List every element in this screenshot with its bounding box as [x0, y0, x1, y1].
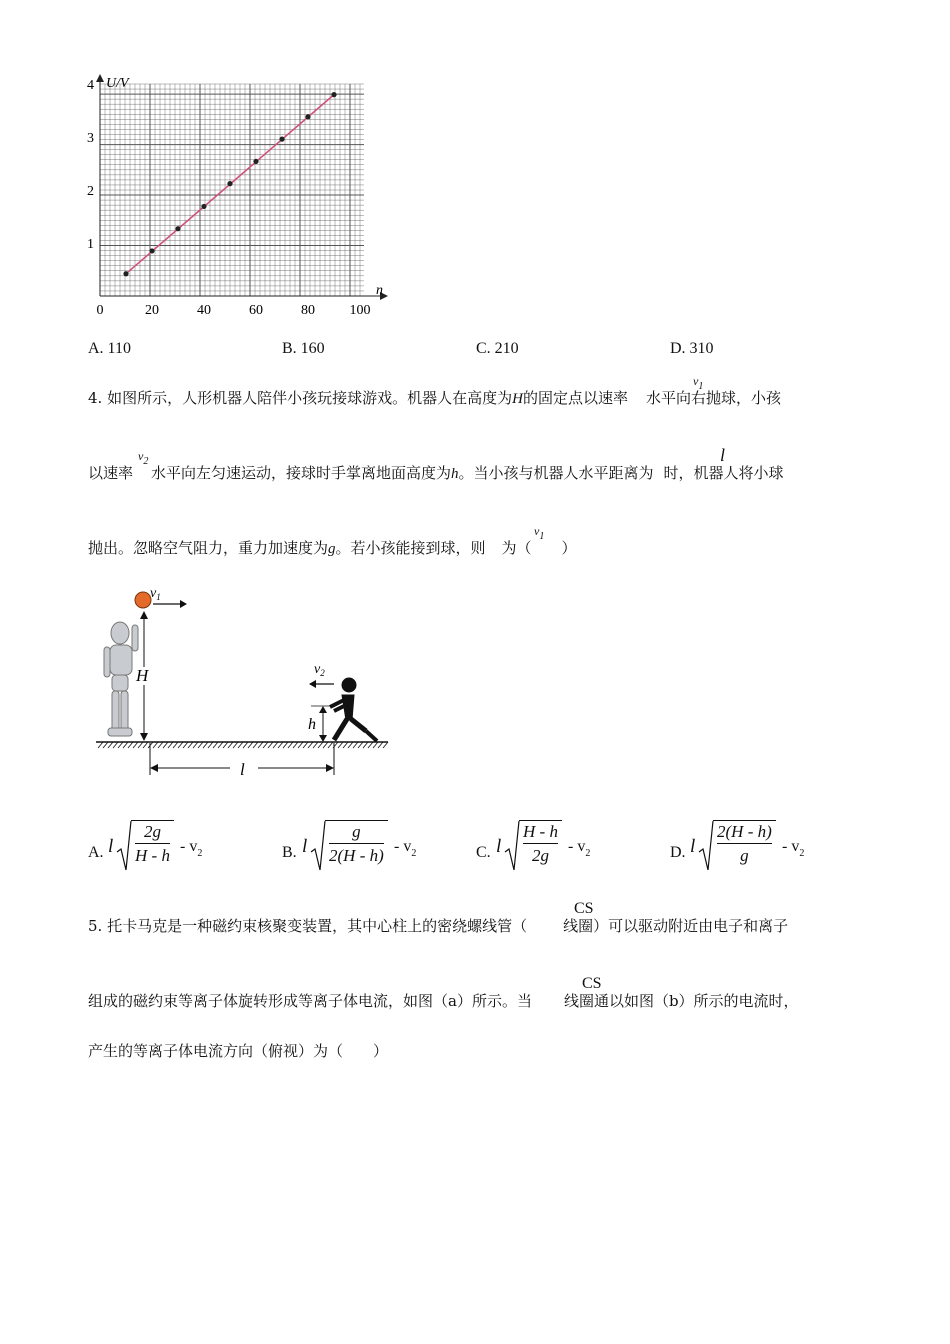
fraction-numerator: H - h: [523, 822, 558, 841]
child-silhouette: [330, 678, 377, 741]
fig-l-label: l: [240, 760, 245, 779]
radicand: [325, 820, 388, 868]
q4-text: 时，机器人将小球: [663, 464, 784, 482]
q3-option-d[interactable]: D. 310: [670, 340, 714, 357]
option-letter: B.: [282, 844, 297, 861]
y-tick-label: 1: [87, 237, 94, 252]
data-point: [149, 248, 154, 253]
q5-text: 线圈通以如图（b）所示的电流时，: [563, 992, 799, 1010]
radicand: [519, 820, 562, 868]
x-tick-label: 20: [145, 303, 159, 318]
fig-h-label: h: [308, 716, 316, 733]
x-tick-label: 0: [96, 303, 104, 318]
q3-option-c[interactable]: C. 210: [476, 340, 519, 357]
option-tail: - $v_2$: [782, 838, 805, 859]
var-g: g: [328, 541, 336, 557]
chart-minor-grid: [100, 84, 364, 296]
option-tail: - $v_2$: [394, 838, 417, 859]
sqrt-sign: [310, 820, 326, 872]
fraction-denominator: H - h: [135, 846, 170, 865]
radicand: [131, 820, 174, 868]
q3-option-b[interactable]: B. 160: [282, 340, 325, 357]
ground-hatching: [98, 742, 388, 748]
data-point: [279, 137, 284, 142]
data-point: [123, 271, 128, 276]
option-letter: A.: [88, 844, 104, 861]
option-l: l: [496, 836, 502, 857]
ball: [135, 592, 151, 608]
fig-v2-label: $v_2$: [314, 662, 325, 678]
q4-line-3: [88, 537, 577, 558]
robot-child-figure: [90, 585, 400, 785]
fraction-numerator: g: [352, 822, 361, 841]
q4-text: 以速率: [88, 464, 134, 482]
var-h: h: [451, 466, 459, 482]
sqrt-sign: [504, 820, 520, 872]
q5-text: 5. 托卡马克是一种磁约束核聚变装置，其中心柱上的密绕螺线管（: [88, 917, 528, 935]
robot-illustration: [104, 622, 138, 736]
fig-v1-label: $v_1$: [150, 586, 161, 602]
fraction-denominator: g: [740, 846, 749, 865]
q5-line-3: 产生的等离子体电流方向（俯视）为（ ）: [88, 1042, 389, 1060]
y-tick-label: 3: [87, 131, 94, 146]
q4-text: 。若小孩能接到球，则: [335, 539, 486, 557]
q4-line-2: [88, 462, 784, 483]
q4-text: 的固定点以速率: [522, 389, 628, 407]
option-tail: - $v_2$: [180, 838, 203, 859]
fig-H-label: H: [136, 666, 149, 685]
option-letter: C.: [476, 844, 491, 861]
y-tick-label: 2: [87, 184, 94, 199]
option-l: l: [108, 836, 114, 857]
option-tail: - $v_2$: [568, 838, 591, 859]
u-n-chart: [80, 70, 400, 320]
q4-v1-inline: $v_1$: [693, 374, 704, 392]
q5-line-1: [88, 915, 788, 936]
fraction-denominator: 2(H - h): [329, 846, 384, 865]
q4-l-inline: l: [720, 445, 726, 465]
q4-text: 。当小孩与机器人水平距离为: [458, 464, 654, 482]
option-l: l: [690, 836, 696, 857]
chart-tick-labels: [87, 78, 371, 318]
x-tick-label: 80: [301, 303, 315, 318]
q5-cs-label-2: CS: [582, 975, 602, 992]
data-point: [331, 92, 336, 97]
sqrt-sign: [116, 820, 132, 872]
q5-cs-label: CS: [574, 900, 594, 917]
x-tick-label: 60: [249, 303, 263, 318]
q4-text: 抛出。忽略空气阻力，重力加速度为: [88, 539, 329, 557]
q4-v1-inline-2: $v_1$: [534, 524, 545, 542]
option-l: l: [302, 836, 308, 857]
y-tick-label: 4: [87, 78, 94, 93]
q4-text: 水平向右抛球，小孩: [645, 389, 781, 407]
data-point: [253, 159, 258, 164]
x-axis-label: n: [376, 283, 383, 298]
x-tick-label: 100: [349, 303, 371, 318]
q3-option-a[interactable]: A. 110: [88, 340, 131, 357]
var-H: H: [512, 391, 523, 407]
q4-line-1: [88, 387, 781, 408]
q5-line-2: [88, 990, 799, 1011]
x-tick-label: 40: [197, 303, 211, 318]
q4-text: 4. 如图所示，人形机器人陪伴小孩玩接球游戏。机器人在高度为: [88, 389, 513, 407]
q5-text: 线圈）可以驱动附近由电子和离子: [563, 917, 789, 935]
q4-text: 为（ ）: [501, 539, 577, 557]
y-axis-label: U/V: [106, 76, 129, 91]
data-point: [175, 226, 180, 231]
q4-v2-inline: $v_2$: [138, 449, 149, 467]
fraction-numerator: 2(H - h): [717, 822, 772, 841]
fraction-denominator: 2g: [531, 846, 549, 865]
option-letter: D.: [670, 844, 686, 861]
radicand: [713, 820, 776, 868]
q5-text: 组成的磁约束等离子体旋转形成等离子体电流，如图（a）所示。当: [88, 992, 532, 1010]
data-point: [227, 181, 232, 186]
data-point: [201, 204, 206, 209]
sqrt-sign: [698, 820, 714, 872]
data-point: [305, 114, 310, 119]
fraction-numerator: 2g: [143, 822, 161, 841]
q4-text: 水平向左匀速运动，接球时手掌离地面高度为: [151, 464, 452, 482]
